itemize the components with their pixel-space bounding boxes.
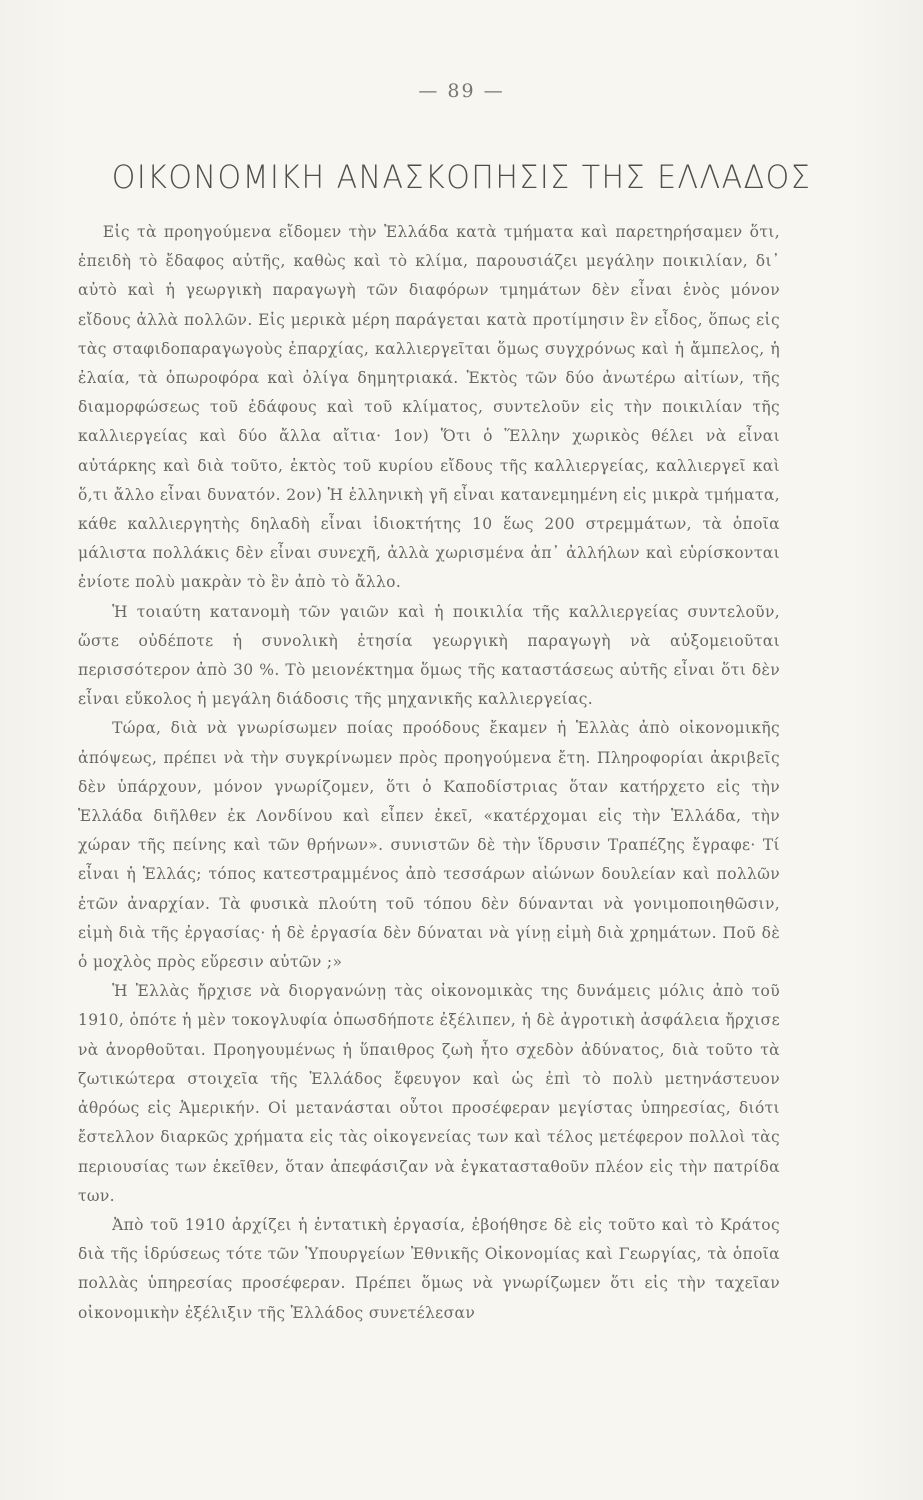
body-text [78,218,780,1328]
page-number: — 89 — [418,80,505,102]
paragraph: Εἰς τὰ προηγούμενα εἴδομεν τὴν Ἑλλάδα κατὰ τμήματα καὶ παρετηρήσαμεν ὅτι, ἐπειδὴ τὸ ἔδαφος αὐτῆς, καθὼς καὶ τὸ κλίμα, παρουσιάζει μεγάλην ποικιλίαν, δι᾽ αὐτὸ καὶ ἡ γεωργικὴ παραγωγὴ τῶν διαφόρων τμημάτων δὲν εἶναι ἑνὸς μόνον εἴδους ἀλλὰ πολλῶν. Εἰς μερικὰ μέρη παράγεται κατὰ προτίμησιν ἓν εἶδος, ὅπως εἰς τὰς σταφιδοπαραγωγοὺς ἐπαρχίας, καλλιεργεῖται ὅμως συγχρόνως καὶ ἡ ἄμπελος, ἡ ἐλαία, τὰ ὀπωροφόρα καὶ ὀλίγα δημητριακά. Ἐκτὸς τῶν δύο ἀνωτέρω αἰτίων, τῆς διαμορφώσεως τοῦ ἐδάφους καὶ τοῦ κλίματος, συντελοῦν εἰς τὴν ποικιλίαν τῆς καλλιεργείας καὶ δύο ἄλλα αἴτια· 1ον) Ὅτι ὁ Ἕλλην χωρικὸς θέλει νὰ εἶναι αὐτάρκης καὶ διὰ τοῦτο, ἐκτὸς τοῦ κυρίου εἴδους τῆς καλλιεργείας, καλλιεργεῖ καὶ ὅ,τι ἄλλο εἶναι δυνατόν. 2ον) Ἡ ἑλληνικὴ γῆ εἶναι κατανεμημένη εἰς μικρὰ τμήματα, κάθε καλλιεργητὴς δηλαδὴ εἶναι ἰδιοκτήτης 10 ἕως 200 στρεμμάτων, τὰ ὁποῖα μάλιστα πολλάκις δὲν εἶναι συνεχῆ, ἀλλὰ χωρισμένα ἀπ᾽ ἀλλήλων καὶ εὑρίσκονται ἐνίοτε πολὺ μακρὰν τὸ ἓν ἀπὸ τὸ ἄλλο. [78,223,780,592]
paragraph: Ἡ Ἑλλὰς ἤρχισε νὰ διοργανώνῃ τὰς οἰκονομικὰς της δυνάμεις μόλις ἀπὸ τοῦ 1910, ὁπότε ἡ μὲν τοκογλυφία ὁπωσδήποτε ἐξέλιπεν, ἡ δὲ ἀγροτικὴ ἀσφάλεια ἤρχισε νὰ ἀνορθοῦται. Προηγουμένως ἡ ὕπαιθρος ζωὴ ἦτο σχεδὸν ἀδύνατος, διὰ τοῦτο τὰ ζωτικώτερα στοιχεῖα τῆς Ἑλλάδος ἔφευγον καὶ ὡς ἐπὶ τὸ πολὺ μετηνάστευον ἀθρόως εἰς Ἀμερικήν. Οἱ μετανάσται οὗτοι προσέφεραν μεγίστας ὑπηρεσίας, διότι ἔστελλον διαρκῶς χρήματα εἰς τὰς οἰκογενείας των καὶ τέλος μετέφερον πολλοὶ τὰς περιουσίας των ἐκεῖθεν, ὅταν ἀπεφάσιζαν νὰ ἐγκατασταθοῦν πλέον εἰς τὴν πατρίδα των. [78,982,780,1205]
paragraph: Ἀπὸ τοῦ 1910 ἀρχίζει ἡ ἐντατικὴ ἐργασία, ἐβοήθησε δὲ εἰς τοῦτο καὶ τὸ Κράτος διὰ τῆς ἱδρύσεως τότε τῶν Ὑπουργείων Ἐθνικῆς Οἰκονομίας καὶ Γεωργίας, τὰ ὁποῖα πολλὰς ὑπηρεσίας προσέφεραν. Πρέπει ὅμως νὰ γνωρίζωμεν ὅτι εἰς τὴν ταχεῖαν οἰκονομικὴν ἐξέλιξιν τῆς Ἑλλάδος συνετέλεσαν [78,1215,780,1322]
paragraph: Τώρα, διὰ νὰ γνωρίσωμεν ποίας προόδους ἔκαμεν ἡ Ἑλλὰς ἀπὸ οἰκονομικῆς ἀπόψεως, πρέπει νὰ τὴν συγκρίνωμεν πρὸς προηγούμενα ἔτη. Πληροφορίαι ἀκριβεῖς δὲν ὑπάρχουν, μόνον γνωρίζομεν, ὅτι ὁ Καποδίστριας ὅταν κατήρχετο εἰς τὴν Ἑλλάδα διῆλθεν ἐκ Λονδίνου καὶ εἶπεν ἐκεῖ, «κατέρχομαι εἰς τὴν Ἑλλάδα, τὴν χώραν τῆς πείνης καὶ τῶν θρήνων». συνιστῶν δὲ τὴν ἵδρυσιν Τραπέζης ἔγραφε· Τί εἶναι ἡ Ἑλλάς; τόπος κατεστραμμένος ἀπὸ τεσσάρων αἰώνων δουλείαν καὶ πολλῶν ἐτῶν ἀναρχίαν. Τὰ φυσικὰ πλούτη τοῦ τόπου δὲν δύνανται νὰ γονιμοποιηθῶσιν, εἰμὴ διὰ τῆς ἐργασίας· ἡ δὲ ἐργασία δὲν δύναται νὰ γίνῃ εἰμὴ διὰ χρημάτων. Ποῦ δὲ ὁ μοχλὸς πρὸς εὕρεσιν αὐτῶν ;» [78,719,780,972]
paragraph: Ἡ τοιαύτη κατανομὴ τῶν γαιῶν καὶ ἡ ποικιλία τῆς καλλιεργείας συντελοῦν, ὥστε οὐδέποτε ἡ συνολικὴ ἐτησία γεωργικὴ παραγωγὴ νὰ αὐξομειοῦται περισσότερον ἀπὸ 30 %. Τὸ μειονέκτημα ὅμως τῆς καταστάσεως αὐτῆς εἶναι ὅτι δὲν εἶναι εὔκολος ἡ μεγάλη διάδοσις τῆς μηχανικῆς καλλιεργείας. [78,602,780,709]
page-title: ΟΙΚΟΝΟΜΙΚΗ ΑΝΑΣΚΟΠΗΣΙΣ ΤΗΣ ΕΛΛΑΔΟΣ [111,158,812,197]
